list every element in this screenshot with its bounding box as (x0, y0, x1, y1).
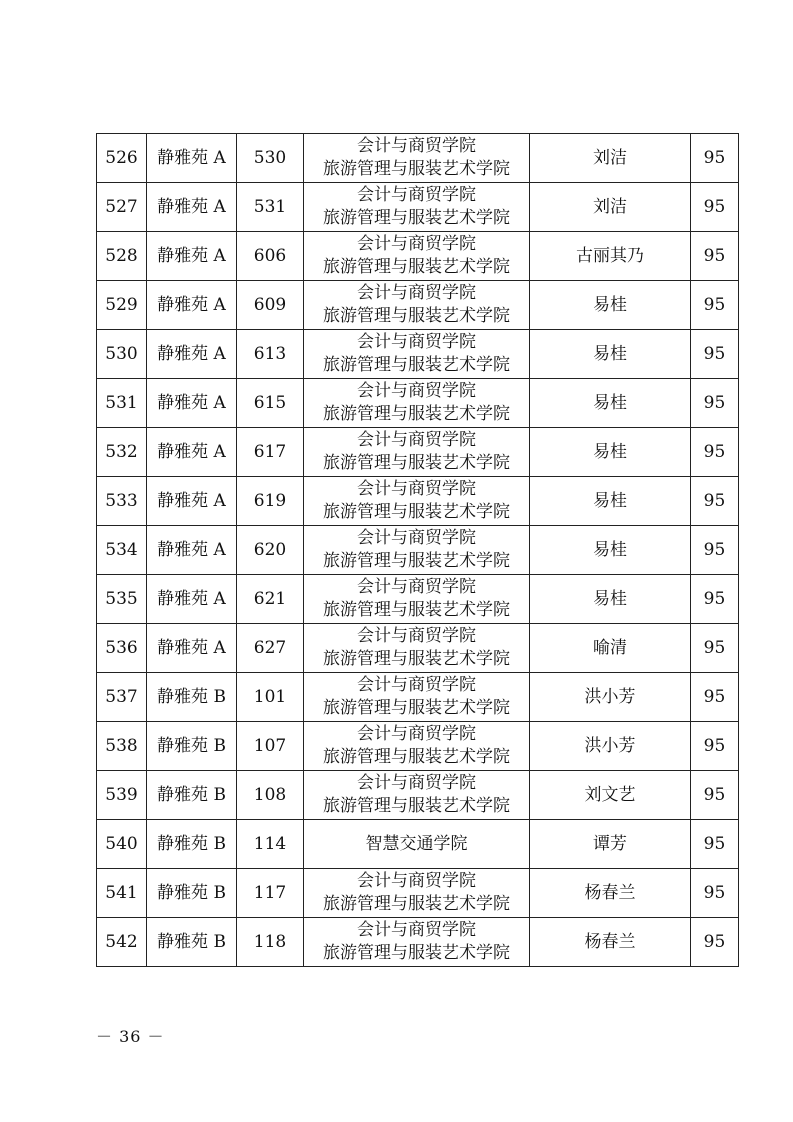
counselor-cell: 洪小芳 (530, 673, 691, 722)
table-row (97, 722, 739, 771)
table-body (97, 134, 739, 967)
college-cell (304, 477, 530, 526)
score-cell: 95 (691, 330, 739, 379)
counselor-cell: 谭芳 (530, 820, 691, 869)
college-line: 会计与商贸学院 (357, 332, 476, 352)
college-line: 会计与商贸学院 (357, 283, 476, 303)
college-cell (304, 232, 530, 281)
counselor-cell: 刘文艺 (530, 771, 691, 820)
college-line: 旅游管理与服装艺术学院 (323, 551, 510, 571)
college-line: 智慧交通学院 (365, 833, 468, 854)
building-cell: 静雅苑 A (147, 526, 237, 575)
page-number: － 36 － (96, 1027, 165, 1046)
college-line: 旅游管理与服装艺术学院 (323, 747, 510, 767)
counselor-cell: 易桂 (530, 575, 691, 624)
building-cell: 静雅苑 A (147, 232, 237, 281)
college-line: 会计与商贸学院 (357, 577, 476, 597)
row-number-cell: 540 (97, 820, 147, 869)
building-cell: 静雅苑 A (147, 379, 237, 428)
counselor-cell: 易桂 (530, 428, 691, 477)
score-cell: 95 (691, 281, 739, 330)
score-cell: 95 (691, 477, 739, 526)
room-cell: 609 (237, 281, 304, 330)
score-cell: 95 (691, 869, 739, 918)
college-line: 会计与商贸学院 (357, 773, 476, 793)
row-number-cell: 534 (97, 526, 147, 575)
counselor-cell: 喻清 (530, 624, 691, 673)
college-line: 旅游管理与服装艺术学院 (323, 306, 510, 326)
room-cell: 117 (237, 869, 304, 918)
room-cell: 615 (237, 379, 304, 428)
college-line: 会计与商贸学院 (357, 528, 476, 548)
college-cell (304, 134, 530, 183)
row-number-cell: 539 (97, 771, 147, 820)
row-number-cell: 526 (97, 134, 147, 183)
college-line: 会计与商贸学院 (357, 430, 476, 450)
college-line: 会计与商贸学院 (357, 136, 476, 156)
counselor-cell: 易桂 (530, 379, 691, 428)
building-cell: 静雅苑 B (147, 918, 237, 967)
counselor-cell: 杨春兰 (530, 918, 691, 967)
building-cell: 静雅苑 B (147, 673, 237, 722)
room-cell: 108 (237, 771, 304, 820)
college-cell (304, 820, 530, 869)
college-line: 会计与商贸学院 (357, 724, 476, 744)
building-cell: 静雅苑 B (147, 820, 237, 869)
score-cell: 95 (691, 673, 739, 722)
college-line: 旅游管理与服装艺术学院 (323, 159, 510, 179)
score-cell: 95 (691, 232, 739, 281)
college-cell (304, 869, 530, 918)
building-cell: 静雅苑 A (147, 281, 237, 330)
table-row (97, 428, 739, 477)
table-row (97, 526, 739, 575)
college-line: 旅游管理与服装艺术学院 (323, 453, 510, 473)
table-row (97, 477, 739, 526)
row-number-cell: 527 (97, 183, 147, 232)
row-number-cell: 537 (97, 673, 147, 722)
counselor-cell: 易桂 (530, 281, 691, 330)
row-number-cell: 529 (97, 281, 147, 330)
room-cell: 620 (237, 526, 304, 575)
counselor-cell: 易桂 (530, 330, 691, 379)
building-cell: 静雅苑 A (147, 477, 237, 526)
table-row (97, 232, 739, 281)
score-cell: 95 (691, 918, 739, 967)
college-line: 会计与商贸学院 (357, 675, 476, 695)
college-line: 旅游管理与服装艺术学院 (323, 698, 510, 718)
college-cell (304, 722, 530, 771)
college-cell (304, 918, 530, 967)
college-line: 会计与商贸学院 (357, 185, 476, 205)
college-line: 旅游管理与服装艺术学院 (323, 208, 510, 228)
room-cell: 118 (237, 918, 304, 967)
room-cell: 531 (237, 183, 304, 232)
college-cell (304, 771, 530, 820)
counselor-cell: 刘洁 (530, 134, 691, 183)
score-cell: 95 (691, 624, 739, 673)
room-cell: 627 (237, 624, 304, 673)
table-row (97, 379, 739, 428)
row-number-cell: 533 (97, 477, 147, 526)
college-cell (304, 183, 530, 232)
table-row (97, 624, 739, 673)
table-row (97, 134, 739, 183)
score-cell: 95 (691, 526, 739, 575)
building-cell: 静雅苑 A (147, 575, 237, 624)
counselor-cell: 刘洁 (530, 183, 691, 232)
college-line: 会计与商贸学院 (357, 626, 476, 646)
building-cell: 静雅苑 A (147, 183, 237, 232)
table-row (97, 281, 739, 330)
dormitory-score-table (96, 133, 739, 967)
college-line: 旅游管理与服装艺术学院 (323, 796, 510, 816)
table-row (97, 330, 739, 379)
college-line: 旅游管理与服装艺术学院 (323, 894, 510, 914)
building-cell: 静雅苑 B (147, 722, 237, 771)
row-number-cell: 530 (97, 330, 147, 379)
room-cell: 114 (237, 820, 304, 869)
college-cell (304, 281, 530, 330)
college-line: 旅游管理与服装艺术学院 (323, 649, 510, 669)
score-cell: 95 (691, 820, 739, 869)
room-cell: 530 (237, 134, 304, 183)
counselor-cell: 易桂 (530, 526, 691, 575)
college-line: 会计与商贸学院 (357, 381, 476, 401)
room-cell: 606 (237, 232, 304, 281)
score-cell: 95 (691, 575, 739, 624)
college-line: 旅游管理与服装艺术学院 (323, 600, 510, 620)
college-cell (304, 575, 530, 624)
college-cell (304, 428, 530, 477)
building-cell: 静雅苑 A (147, 330, 237, 379)
room-cell: 619 (237, 477, 304, 526)
score-cell: 95 (691, 428, 739, 477)
counselor-cell: 洪小芳 (530, 722, 691, 771)
row-number-cell: 535 (97, 575, 147, 624)
college-cell (304, 624, 530, 673)
college-line: 会计与商贸学院 (357, 920, 476, 940)
college-line: 旅游管理与服装艺术学院 (323, 257, 510, 277)
row-number-cell: 528 (97, 232, 147, 281)
row-number-cell: 542 (97, 918, 147, 967)
college-line: 旅游管理与服装艺术学院 (323, 943, 510, 963)
college-cell (304, 330, 530, 379)
counselor-cell: 古丽其乃 (530, 232, 691, 281)
table-row (97, 771, 739, 820)
table-row (97, 575, 739, 624)
table-row (97, 918, 739, 967)
row-number-cell: 531 (97, 379, 147, 428)
college-cell (304, 379, 530, 428)
score-cell: 95 (691, 379, 739, 428)
college-line: 会计与商贸学院 (357, 234, 476, 254)
score-cell: 95 (691, 134, 739, 183)
room-cell: 621 (237, 575, 304, 624)
building-cell: 静雅苑 B (147, 771, 237, 820)
score-cell: 95 (691, 722, 739, 771)
table-row (97, 183, 739, 232)
table-row (97, 820, 739, 869)
room-cell: 613 (237, 330, 304, 379)
college-line: 旅游管理与服装艺术学院 (323, 404, 510, 424)
score-cell: 95 (691, 183, 739, 232)
college-cell (304, 526, 530, 575)
college-line: 旅游管理与服装艺术学院 (323, 502, 510, 522)
row-number-cell: 536 (97, 624, 147, 673)
row-number-cell: 538 (97, 722, 147, 771)
room-cell: 101 (237, 673, 304, 722)
building-cell: 静雅苑 A (147, 134, 237, 183)
row-number-cell: 541 (97, 869, 147, 918)
college-line: 会计与商贸学院 (357, 479, 476, 499)
college-line: 会计与商贸学院 (357, 871, 476, 891)
building-cell: 静雅苑 A (147, 428, 237, 477)
room-cell: 107 (237, 722, 304, 771)
counselor-cell: 易桂 (530, 477, 691, 526)
college-line: 旅游管理与服装艺术学院 (323, 355, 510, 375)
building-cell: 静雅苑 B (147, 869, 237, 918)
row-number-cell: 532 (97, 428, 147, 477)
counselor-cell: 杨春兰 (530, 869, 691, 918)
room-cell: 617 (237, 428, 304, 477)
table-row (97, 869, 739, 918)
building-cell: 静雅苑 A (147, 624, 237, 673)
college-cell (304, 673, 530, 722)
table-row (97, 673, 739, 722)
score-cell: 95 (691, 771, 739, 820)
